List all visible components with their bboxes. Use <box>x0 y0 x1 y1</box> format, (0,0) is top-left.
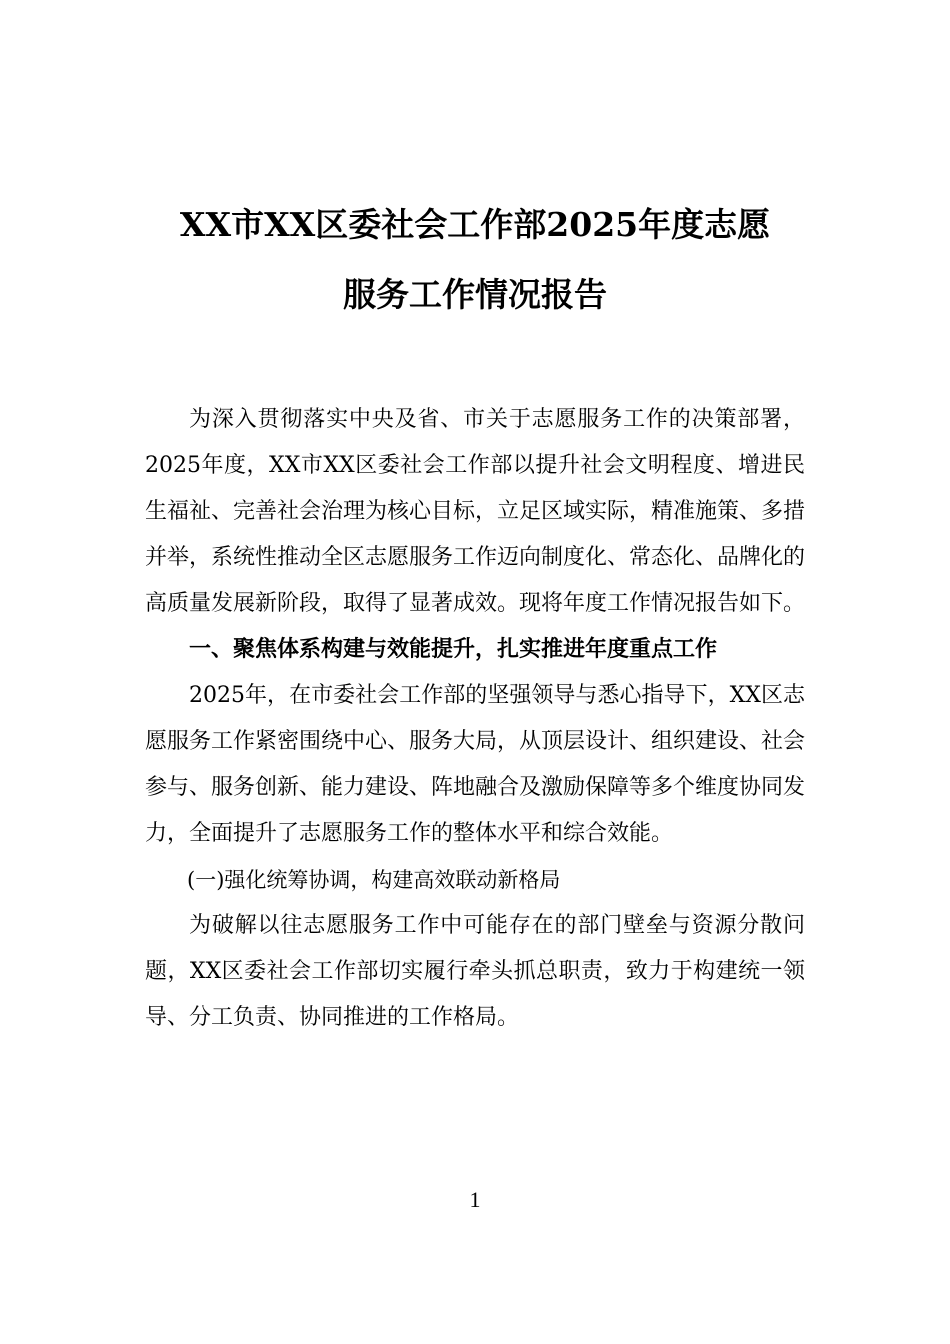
section-1-paragraph: 2025年，在市委社会工作部的坚强领导与悉心指导下，XX区志愿服务工作紧密围绕中心、服务大局，从顶层设计、组织建设、社会参与、服务创新、能力建设、阵地融合及激励保障等多个维度协同发力，全面提升了志愿服务工作的整体水平和综合效能。 <box>145 683 806 846</box>
title-line-1: XX市XX区委社会工作部2025年度志愿 <box>179 205 771 244</box>
subsection-1-paragraph: 为破解以往志愿服务工作中可能存在的部门壁垒与资源分散问题，XX区委社会工作部切实履行牵头抓总职责，致力于构建统一领导、分工负责、协同推进的工作格局。 <box>145 913 805 1030</box>
document-title <box>145 190 805 330</box>
title-line-2: 服务工作情况报告 <box>343 275 607 314</box>
document-body <box>145 397 805 1041</box>
intro-paragraph: 为深入贯彻落实中央及省、市关于志愿服务工作的决策部署，2025年度，XX市XX区委社会工作部以提升社会文明程度、增进民生福祉、完善社会治理为核心目标，立足区域实际，精准施策、多措并举，系统性推动全区志愿服务工作迈向制度化、常态化、品牌化的高质量发展新阶段，取得了显著成效。现将年度工作情况报告如下。 <box>145 407 806 616</box>
subsection-heading-1: (一)强化统筹协调，构建高效联动新格局 <box>187 868 561 892</box>
section-heading-1: 一、聚焦体系构建与效能提升，扎实推进年度重点工作 <box>189 637 718 662</box>
page-number: 1 <box>469 1187 481 1212</box>
